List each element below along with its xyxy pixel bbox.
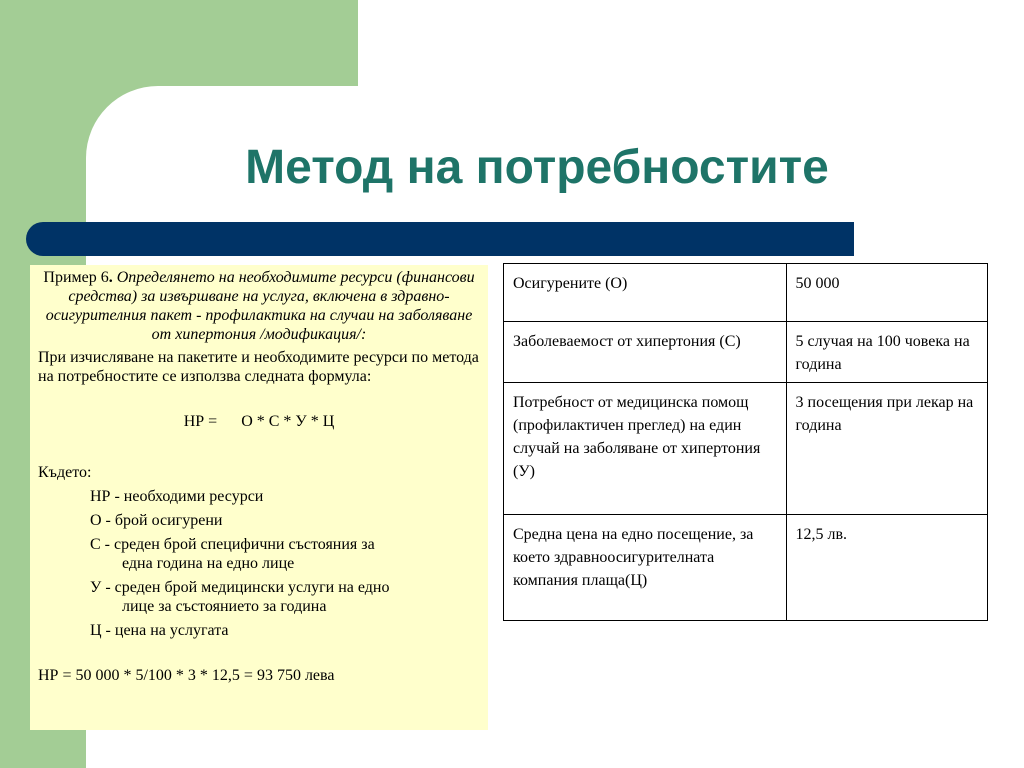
example-prefix: Пример 6 (43, 269, 109, 286)
definition-item (38, 535, 480, 573)
definition-item (38, 621, 480, 640)
formula-right: О * С * У * Ц (241, 413, 335, 430)
definition-continuation: лице за състоянието за година (122, 598, 327, 615)
table-cell-value: 5 случая на 100 човека на година (786, 322, 988, 383)
definition-continuation: една година на едно лице (122, 555, 295, 572)
table-cell-label: Осигурените (О) (504, 264, 787, 322)
parameters-table (503, 263, 988, 621)
table-cell-label: Потребност от медицинска помощ (профилактичен преглед) на един случай на заболяване от хипертония (У) (504, 383, 787, 515)
final-calculation: НР = 50 000 * 5/100 * 3 * 12,5 = 93 750 лева (38, 667, 335, 684)
table-cell-value: 50 000 (786, 264, 988, 322)
example-heading (38, 268, 480, 344)
table-cell-label: Средна цена на едно посещение, за което здравноосигурителната компания плаща(Ц) (504, 515, 787, 621)
definition-text: НР - необходими ресурси (90, 488, 264, 505)
definition-text: Ц - цена на услугата (90, 622, 229, 639)
table-cell-value: 3 посещения при лекар на година (786, 383, 988, 515)
example-description: Определянето на необходимите ресурси (финансови средства) за извършване на услуга, включена в здравно-осигурителния пакет - профилактика на случаи на заболяване от хипертония /модификация/: (45, 269, 475, 343)
title-divider-bar (26, 222, 854, 256)
definition-text: О - брой осигурени (90, 512, 223, 529)
formula-left: НР = (183, 413, 218, 430)
table-row (504, 322, 988, 383)
example-panel (30, 265, 488, 730)
definition-item (38, 487, 480, 506)
definition-text: У - среден брой медицински услуги на едно (90, 579, 390, 596)
table-row (504, 515, 988, 621)
definition-text: С - среден брой специфични състояния за (90, 536, 375, 553)
table-row (504, 383, 988, 515)
definition-item (38, 511, 480, 530)
example-dot: . (108, 269, 113, 286)
definition-item (38, 578, 480, 616)
table-cell-label: Заболеваемост от хипертония (С) (504, 322, 787, 383)
where-label: Където: (38, 464, 92, 481)
table-cell-value: 12,5 лв. (786, 515, 988, 621)
example-paragraph: При изчисляване на пакетите и необходимите ресурси по метода на потребностите се използва следната формула: (38, 349, 479, 385)
formula (38, 412, 480, 431)
table-row (504, 264, 988, 322)
slide-title: Метод на потребностите (245, 141, 829, 194)
